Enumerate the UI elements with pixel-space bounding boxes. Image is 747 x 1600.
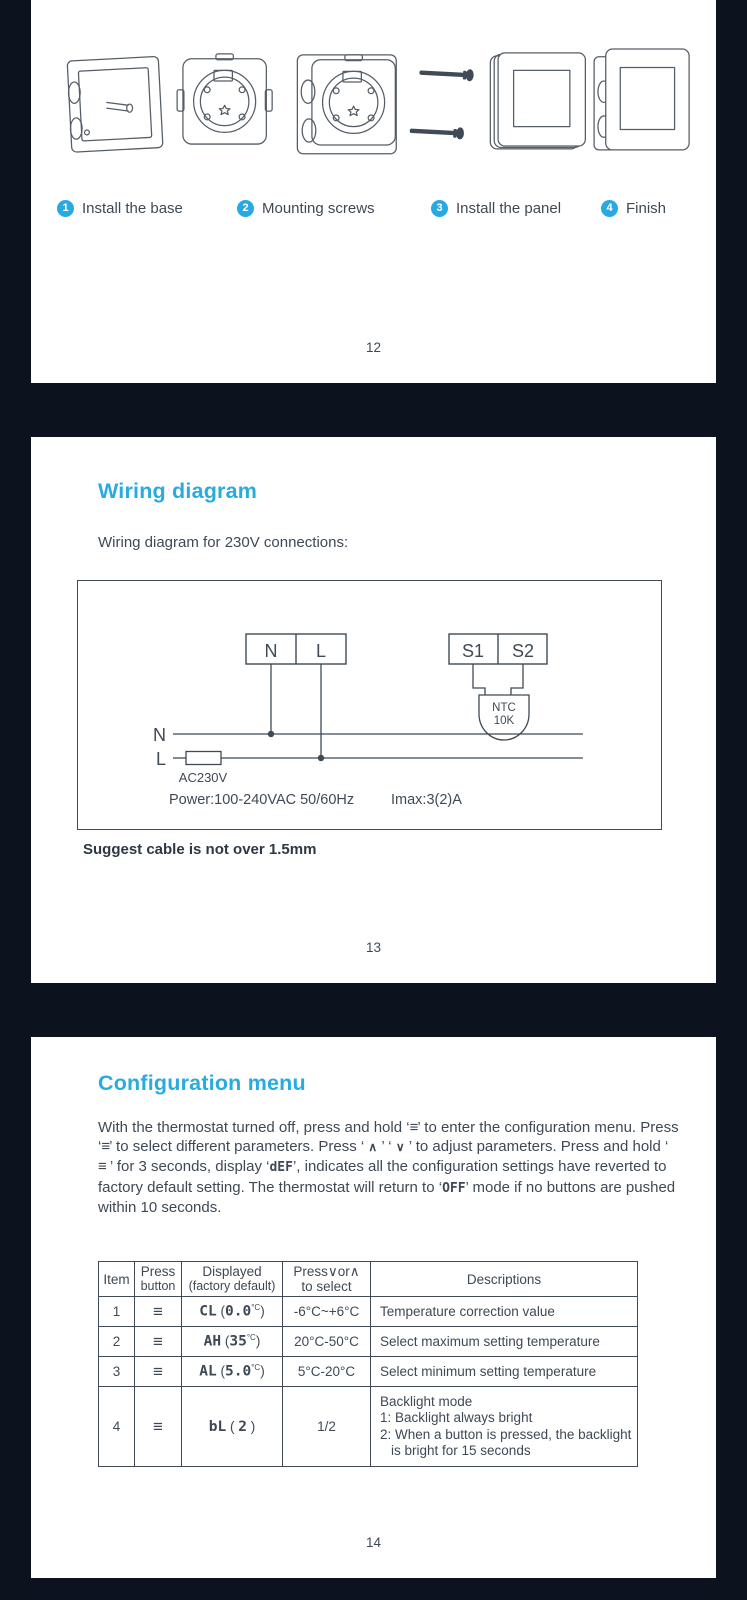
- menu-icon: ≡: [409, 1119, 418, 1136]
- wiring-subtitle: Wiring diagram for 230V connections:: [98, 534, 349, 551]
- cell-range: 1/2: [283, 1387, 371, 1467]
- cell-range: -6°C~+6°C: [283, 1297, 371, 1327]
- para-text: ’ to select different parameters. Press ‘: [109, 1138, 369, 1156]
- cell-displayed: AL $(5.0^{^\circ C})$: [182, 1357, 283, 1387]
- illustration-mounting-frame: [177, 54, 272, 144]
- terminal-label-n: N: [264, 641, 278, 661]
- manual-page-14: [31, 1037, 716, 1578]
- para-text: ’ ‘: [377, 1138, 396, 1156]
- menu-icon: ≡: [98, 1158, 106, 1176]
- terminal-label-s1: S1: [461, 641, 485, 661]
- step-label: Install the base: [82, 200, 183, 217]
- para-text: ’, indicates all the configuration settings have reverted to factory default setting. The thermostat will return to ‘: [98, 1158, 667, 1196]
- power-spec-text: Power:100-240VAC 50/60Hz: [169, 792, 355, 808]
- terminal-label-l: L: [315, 641, 327, 661]
- step-number-badge: 2: [237, 200, 254, 217]
- cell-description: Temperature correction value: [371, 1297, 638, 1327]
- display-code-def: dEF: [269, 1160, 293, 1176]
- table-row: [99, 1297, 638, 1327]
- header-displayed: Displayed (factory default): [182, 1262, 283, 1297]
- step-install-panel: [431, 200, 561, 217]
- menu-icon: ≡: [135, 1297, 182, 1327]
- section-heading-configuration: Configuration menu: [98, 1071, 306, 1095]
- cell-item: 1: [99, 1297, 135, 1327]
- cell-item: 2: [99, 1327, 135, 1357]
- step-finish: [601, 200, 666, 217]
- header-item: Item: [99, 1262, 135, 1297]
- wire-label-n: N: [153, 725, 166, 745]
- page-number: 13: [365, 940, 382, 955]
- manual-page-12: [31, 0, 716, 383]
- table-header-row: [99, 1262, 638, 1297]
- menu-icon: ≡: [101, 1138, 110, 1156]
- wire-label-l: L: [155, 749, 166, 769]
- wiring-diagram: [78, 581, 660, 828]
- ntc-label-line1: NTC: [492, 702, 516, 714]
- menu-icon: ≡: [135, 1327, 182, 1357]
- table-row: [99, 1327, 638, 1357]
- menu-icon: ≡: [135, 1357, 182, 1387]
- illustration-wall-box: [67, 56, 163, 152]
- cell-description: Backlight mode 1: Backlight always bright 2: When a button is pressed, the backlight is bright for 15 seconds: [371, 1387, 638, 1467]
- illustration-screws: [409, 67, 474, 140]
- menu-icon: ≡: [135, 1387, 182, 1467]
- cell-range: 5°C-20°C: [283, 1357, 371, 1387]
- configuration-paragraph: [98, 1118, 680, 1217]
- cell-item: 3: [99, 1357, 135, 1387]
- installation-illustration: [53, 38, 693, 190]
- section-heading-wiring: Wiring diagram: [98, 479, 258, 503]
- page-number: 14: [365, 1535, 382, 1550]
- configuration-table: [98, 1261, 638, 1467]
- step-label: Finish: [626, 200, 667, 217]
- cable-note: Suggest cable is not over 1.5mm: [83, 841, 317, 858]
- para-text: ’ mode if no buttons are pushed within 10 seconds.: [98, 1178, 676, 1216]
- display-code-off: OFF: [442, 1180, 466, 1196]
- fuse-symbol: [186, 752, 221, 765]
- step-label: Mounting screws: [262, 200, 375, 217]
- cell-description: Select maximum setting temperature: [371, 1327, 638, 1357]
- illustration-panel: [490, 53, 585, 149]
- ntc-label-line2: 10K: [493, 715, 515, 727]
- header-press-button: Press button: [135, 1262, 182, 1297]
- step-mounting-screws: [237, 200, 375, 217]
- step-label: Install the panel: [456, 200, 562, 217]
- para-text: ’ to enter the configuration menu. Press ‘: [98, 1119, 679, 1156]
- table-row: [99, 1357, 638, 1387]
- chevron-up-icon: ∧: [368, 1140, 378, 1155]
- para-text: With the thermostat turned off, press and hold ‘: [98, 1119, 410, 1136]
- step-install-base: [57, 200, 183, 217]
- wiring-diagram-frame: [77, 580, 662, 830]
- para-text: ’ to adjust parameters. Press and hold ‘: [404, 1138, 669, 1156]
- illustration-frame-on-box: [297, 55, 396, 154]
- imax-spec-text: Imax:3(2)A: [391, 792, 462, 808]
- step-number-badge: 1: [57, 200, 74, 217]
- terminal-label-s2: S2: [511, 641, 535, 661]
- illustration-finished-panel: [594, 49, 689, 150]
- table-row: [99, 1387, 638, 1467]
- header-descriptions: Descriptions: [371, 1262, 638, 1297]
- cell-item: 4: [99, 1387, 135, 1467]
- cell-displayed: CL $(0.0^{^\circ C})$: [182, 1297, 283, 1327]
- manual-page-13: [31, 437, 716, 983]
- cell-displayed: AH $(35^{^\circ C})$: [182, 1327, 283, 1357]
- fuse-label: AC230V: [178, 770, 228, 785]
- cell-description: Select minimum setting temperature: [371, 1357, 638, 1387]
- step-number-badge: 4: [601, 200, 618, 217]
- para-text: ’ for 3 seconds, display ‘: [105, 1158, 270, 1176]
- header-press-to-select: Press∨or∧ to select: [283, 1262, 371, 1297]
- step-number-badge: 3: [431, 200, 448, 217]
- cell-range: 20°C-50°C: [283, 1327, 371, 1357]
- page-number: 12: [365, 340, 382, 355]
- cell-displayed: bL ( 2 ): [182, 1387, 283, 1467]
- chevron-down-icon: ∨: [395, 1140, 405, 1155]
